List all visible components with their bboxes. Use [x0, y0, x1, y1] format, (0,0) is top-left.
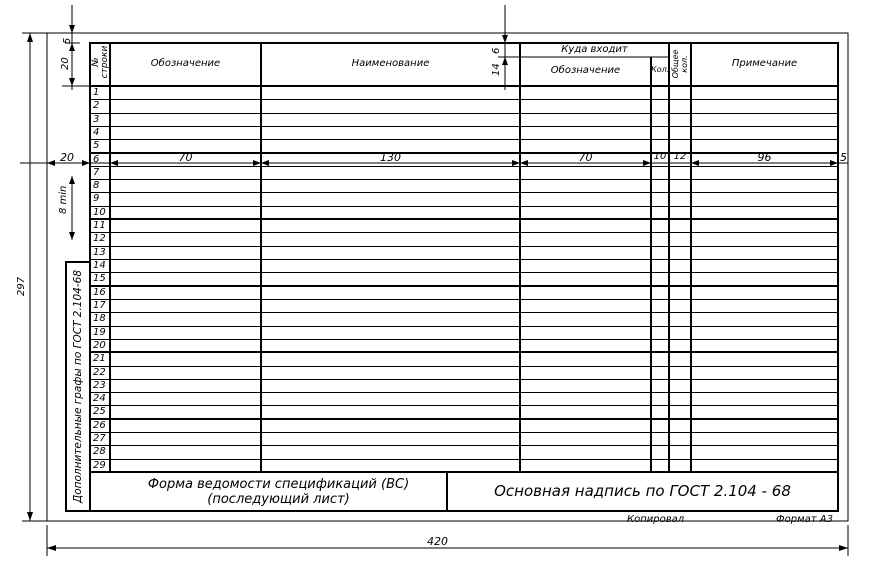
- table-row-line: [90, 366, 838, 367]
- table-row-line: [90, 192, 838, 193]
- header-qty: Кол.: [651, 65, 669, 74]
- dim-w96: 96: [757, 151, 772, 164]
- dim-20-top: 20: [60, 57, 71, 70]
- row-number: 26: [93, 420, 106, 431]
- row-number: 22: [93, 367, 106, 378]
- table-row-line: [90, 459, 838, 460]
- row-number: 10: [93, 207, 106, 218]
- table-row-line: [90, 113, 838, 114]
- dim-w12: 12: [673, 151, 687, 162]
- header-name: Наименование: [351, 58, 430, 69]
- row-number: 24: [93, 393, 106, 404]
- row-number: 9: [93, 193, 100, 204]
- table-row-line: [90, 246, 838, 247]
- row-number: 4: [93, 127, 100, 138]
- table-row-line: [90, 99, 838, 100]
- header-where-included: Куда входит: [561, 44, 628, 55]
- row-number: 29: [93, 460, 106, 471]
- dim-w70b: 70: [578, 151, 593, 164]
- row-number: 3: [93, 114, 100, 125]
- row-number: 12: [93, 233, 106, 244]
- dim-420: 420: [427, 535, 448, 548]
- dim-w5: 5: [840, 151, 847, 164]
- table-row-line: [90, 405, 838, 406]
- table-row-line: [90, 445, 838, 446]
- header-row-number: № строки: [91, 45, 110, 79]
- row-number: 16: [93, 287, 106, 298]
- table-row-line: [90, 218, 838, 220]
- side-label: Дополнительные графы по ГОСТ 2.104-68: [72, 270, 84, 503]
- row-number: 7: [93, 167, 100, 178]
- row-number: 1: [93, 87, 100, 98]
- row-number: 19: [93, 327, 106, 338]
- dim-w130: 130: [380, 151, 401, 164]
- table-row-line: [90, 392, 838, 393]
- dim-5: 5: [62, 37, 73, 44]
- row-number: 20: [93, 340, 106, 351]
- row-number: 23: [93, 380, 106, 391]
- table-row-line: [90, 299, 838, 300]
- table-row-line: [90, 272, 838, 273]
- dim-20-left: 20: [60, 151, 74, 164]
- row-number: 11: [93, 220, 106, 231]
- table-row-line: [90, 418, 838, 420]
- header-note: Примечание: [731, 58, 798, 69]
- table-row-line: [90, 232, 838, 233]
- row-number: 27: [93, 433, 106, 444]
- table-row-line: [90, 139, 838, 140]
- table-row-line: [90, 351, 838, 353]
- row-number: 5: [93, 140, 100, 151]
- row-number: 2: [93, 100, 100, 111]
- format-label: Формат А3: [776, 514, 833, 525]
- table-row-line: [90, 166, 838, 167]
- table-row-line: [90, 326, 838, 327]
- dim-w10: 10: [653, 151, 667, 162]
- row-number: 28: [93, 446, 106, 457]
- table-row-line: [90, 285, 838, 287]
- form-title-line2: (последующий лист): [207, 492, 350, 507]
- row-number: 25: [93, 406, 106, 417]
- table-row-line: [90, 432, 838, 433]
- row-number: 8: [93, 180, 100, 191]
- header-where-designation: Обозначение: [550, 65, 621, 76]
- row-number: 21: [93, 353, 106, 364]
- table-row-line: [90, 379, 838, 380]
- table-row-line: [90, 339, 838, 340]
- row-number: 13: [93, 247, 106, 258]
- table-row-line: [90, 206, 838, 207]
- form-title-line1: Форма ведомости спецификаций (ВС): [147, 477, 410, 492]
- table-row-line: [90, 126, 838, 127]
- dim-w70a: 70: [178, 151, 193, 164]
- row-number: 15: [93, 273, 106, 284]
- dim-14: 14: [491, 63, 502, 76]
- row-number: 18: [93, 313, 106, 324]
- header-total: Общее кол.: [671, 49, 689, 79]
- copied-label: Копировал: [627, 514, 685, 525]
- dim-297: 297: [16, 276, 27, 296]
- dim-8min: 8 min: [58, 185, 69, 214]
- row-number: 6: [93, 154, 100, 165]
- header-designation: Обозначение: [150, 58, 221, 69]
- title-block-label: Основная надпись по ГОСТ 2.104 - 68: [494, 482, 791, 500]
- table-row-line: [90, 179, 838, 180]
- table-row-line: [90, 312, 838, 313]
- table-row-line: [90, 259, 838, 260]
- row-number: 14: [93, 260, 106, 271]
- dim-6: 6: [491, 47, 502, 54]
- row-number: 17: [93, 300, 106, 311]
